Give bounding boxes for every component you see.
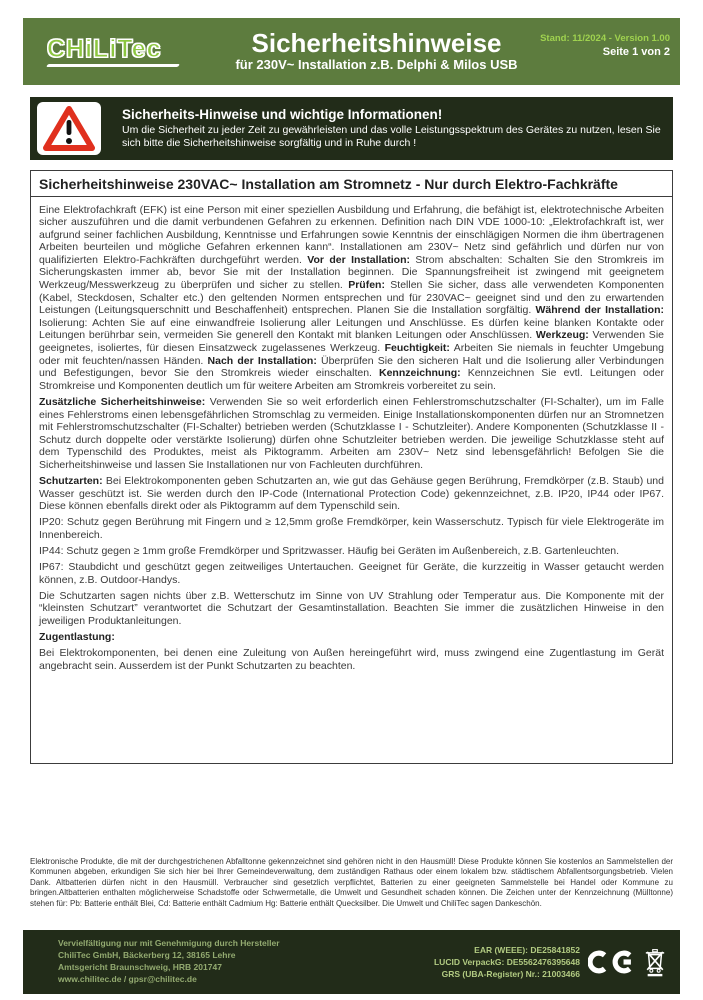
paragraph: Zusätzliche Sicherheitshinweise: Verwenden Sie so weit erforderlich einen Fehlerstromschutzschalter (FI-Schalter), um im Falle eines Fehlerstroms einen lebensgefährlichen Stromschlag zu vermeiden. Einige Installationskomponenten dürfen nur an Stromnetzen mit Fehlerstromschutzschalter (FI-Schalter) betrieben werden (Schutzklasse I - Schutzleiter). Andere Komponenten (Schutzklasse II - Schutz durch doppelte oder verstärkte Isolierung) dürfen ohne Schutzleiter betrieben werden. Die jeweilige Schutzklasse steht auf dem Typenschild des Produktes, meist als Piktogramm. Arbeiten am 230V~ Netz sind lebensgefährlich! Befolgen Sie die Sicherheitshinweise und lassen Sie Installationen nur von Fachleuten durchführen. <box>39 395 664 471</box>
main-paragraphs <box>31 197 672 672</box>
footer-line: ChiliTec GmbH, Bäckerberg 12, 38165 Lehre <box>58 950 236 961</box>
paragraph: IP44: Schutz gegen ≥ 1mm große Fremdkörper und Spritzwasser. Häufig bei Geräten im Außenbereich, z.B. Gartenleuchten. <box>39 544 620 557</box>
chilitec-logo <box>23 34 223 67</box>
footer-icons <box>588 947 680 977</box>
footer-line: GRS (UBA-Register) Nr.: 21003466 <box>441 969 580 980</box>
warning-triangle-icon <box>43 106 95 152</box>
footer-register-info <box>434 944 588 981</box>
footer-bar <box>23 930 680 994</box>
paragraph: Zugentlastung: <box>39 631 115 643</box>
warning-body: Um die Sicherheit zu jeder Zeit zu gewährleisten und das volle Leistungsspektrum des Gerätes zu nutzen, lesen Sie sich bitte die Sicherheitshinweise sorgfältig und in Ruhe durch ! <box>122 124 661 149</box>
header-title-block <box>223 30 530 72</box>
paragraph: Bei Elektrokomponenten, bei denen eine Zuleitung von Außen hereingeführt wird, muss zwingend eine Zugentlastung im Gerät angebracht sein. Ausserdem ist der Punkt Schutzarten zu beachten. <box>39 647 664 672</box>
section-heading: Sicherheitshinweise 230VAC~ Installation am Stromnetz - Nur durch Elektro-Fachkräfte <box>31 171 672 197</box>
version-info: Stand: 11/2024 - Version 1.00 <box>540 33 670 44</box>
logo-swoosh <box>46 64 180 67</box>
paragraph: Schutzarten: Bei Elektrokomponenten geben Schutzarten an, wie gut das Gehäuse gegen Berührung, Fremdkörper (z.B. Staub) und Wasser geschützt ist. Sie werden durch den IP-Code (International Protection Code) gekennzeichnet, z.B. IP20, IP44 oder IP67. Diese können ebenfalls direkt oder als Piktogramm auf dem Typenschild sein. <box>39 474 664 513</box>
footer-line: Amtsgericht Braunschweig, HRB 201747 <box>58 962 222 972</box>
header-meta <box>530 18 680 60</box>
footer-line: www.chilitec.de / gpsr@chilitec.de <box>58 973 197 984</box>
warning-banner <box>30 97 673 160</box>
footer-company-info <box>23 938 434 986</box>
disposal-notice: Elektronische Produkte, die mit der durchgestrichenen Abfalltonne gekennzeichnet sind gehören nicht in den Hausmüll! Diese Produkte können Sie kostenlos an Sammelstellen der Kommunen abgeben, erkundigen Sie sich hier bei Ihrer Gemeindeverwaltung, dem zuständigen Rathaus oder einem lokalem bzw. städtischem Abfallentsorgungsbetrieb. Vielen Dank. Altbatterien dürfen nicht in den Hausmüll. Verbraucher sind gesetzlich verpflichtet, Batterien zu einer geeigneten Sammelstelle bei Handel oder Kommune zu bringen.Altbatterien enthalten möglicherweise Schadstoffe oder Schwermetalle, die Umwelt und Gesundheit schaden können. Die Zeichen unter der Kennzeichnung (Mülltonne) stehen für: Pb: Batterie enthält Blei, Cd: Batterie enthält Cadmium Hg: Batterie enthält Quecksilber. Die Umwelt und ChiliTec sagen Dankeschön. <box>30 857 673 908</box>
footer-line: Vervielfältigung nur mit Genehmigung durch Hersteller <box>58 938 280 949</box>
page-number: Seite 1 von 2 <box>602 46 670 59</box>
paragraph: IP20: Schutz gegen Berührung mit Fingern und ≥ 12,5mm große Fremdkörper, kein Wasserschutz. Typisch für viele Elektrogeräte im Innenbereich. <box>39 516 664 541</box>
ce-mark-icon <box>588 948 640 976</box>
chilitec-logo-text: CHiLiTec <box>47 34 162 63</box>
warning-title: Sicherheits-Hinweise und wichtige Informationen! <box>122 107 443 123</box>
footer-line: LUCID VerpackG: DE5562476395648 <box>433 956 580 967</box>
safety-section <box>30 170 673 764</box>
page-title: Sicherheitshinweise <box>251 28 502 59</box>
weee-bin-icon <box>644 947 666 977</box>
header-bar <box>23 18 680 85</box>
warning-icon-box <box>37 102 101 155</box>
footer-line: EAR (WEEE): DE25841852 <box>474 944 580 955</box>
paragraph: Die Schutzarten sagen nichts über z.B. Wetterschutz im Sinne von UV Strahlung oder Temperatur aus. Die Komponente mit der “kleinsten Schutzart” verantwortet die Schutzart der Gesamtinstallation. Beachten Sie immer die zusätzlichen Hinweise in den jeweiligen Produktanleitungen. <box>39 589 664 627</box>
page-subtitle: für 230V~ Installation z.B. Delphi & Milos USB <box>235 56 518 72</box>
paragraph: IP67: Staubdicht und geschützt gegen zeitweiliges Untertauchen. Geeignet für Geräte, die kurzzeitig in Wasser getaucht werden können, z.B. Outdoor-Handys. <box>39 561 664 586</box>
paragraph: Eine Elektrofachkraft (EFK) ist eine Person mit einer speziellen Ausbildung und Erfahrung, die befähigt ist, elektrotechnische Arbeiten sicher auszuführen und die damit verbundenen Gefahren zu erkennen. Definition nach DIN VDE 1000-10: „Elektrofachkraft ist, wer aufgrund seiner fachlichen Ausbildung, Kenntnisse und Erfahrungen sowie Kenntnis der einschlägigen Normen die ihm übertragenen Arbeiten beurteilen und mögliche Gefahren erkennen kann“. Installationen am 230V~ Netz sind gefährlich und dürfen nur von qualifizierten Elektro-Fachkräften durchgeführt werden. Vor der Installation: Strom abschalten: Schalten Sie den Stromkreis im Sicherungskasten immer ab, bevor Sie mit der Installation beginnen. Die Spannungsfreiheit ist zwingend mit geeignetem Werkzeug/Messwerkzeug zu überprüfen und sicher zu stellen. Prüfen: Stellen Sie sicher, dass alle verwendeten Komponenten (Kabel, Steckdosen, Schalter etc.) den geltenden Normen entsprechen und für 230VAC~ geeignet sind und den zu erwartenden Leistungen (Leitungsquerschnitt und Beschaffenheit) entsprechen. Planen Sie die Installation sorgfältig. Während der Installation: Isolierung: Achten Sie auf eine einwandfreie Isolierung aller Leitungen und Anschlüsse. Es dürfen keine blanken Kontakte oder Leitungen berührbar sein, vermeiden Sie generell den Kontakt mit blanken Leitungen oder Anschlüssen. Werkzeug: Verwenden Sie geeignetes, isoliertes, für diesen Einsatzweck zugelassenes Werkzeug. Feuchtigkeit: Arbeiten Sie niemals in feuchter Umgebung oder mit feuchten/nassen Händen. Nach der Installation: Überprüfen Sie den sicheren Halt und die Isolierung aller Verbindungen und Befestigungen, bevor Sie den Stromkreis wieder einschalten. Kennzeichnung: Kennzeichnen Sie evtl. Leitungen oder Stromkreise und Komponenten deutlich um für weitere Arbeiten am Stromkreis vorbereitet zu sein. <box>39 203 664 392</box>
warning-text-block <box>101 107 673 149</box>
